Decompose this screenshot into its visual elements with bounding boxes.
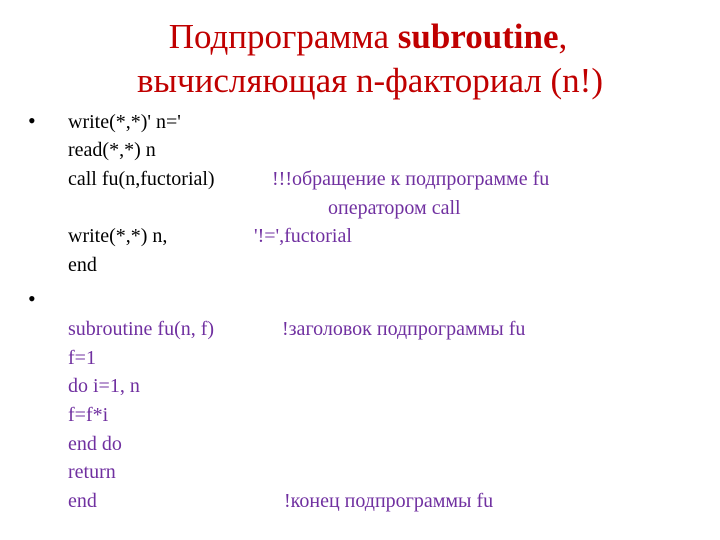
bullet-marker-1: • — [28, 108, 36, 133]
title-keyword: subroutine — [397, 17, 559, 56]
comment-call: !!!обращение к подпрограмме fu — [272, 168, 550, 190]
code-line-end-program: end — [68, 254, 97, 276]
bullet-marker-2: • — [28, 286, 36, 311]
code-line-subroutine: subroutine fu(n, f) — [68, 318, 215, 340]
title-line-1 — [8, 14, 720, 60]
code-line-end-do: end do — [68, 433, 122, 455]
code-line-call: call fu(n,fuctorial) — [68, 168, 215, 190]
title-prefix: Подпрограмма — [168, 17, 398, 56]
code-line-write-result: write(*,*) n, — [68, 225, 168, 247]
comment-call-continued: оператором call — [328, 197, 461, 219]
code-line-read: read(*,*) n — [68, 139, 156, 161]
title-line-2: вычисляющая n-факториал (n!) — [137, 61, 603, 100]
code-line-do: do i=1, n — [68, 375, 140, 397]
code-line-write: write(*,*)' n=' — [68, 111, 181, 133]
comment-end: !конец подпрограммы fu — [284, 490, 494, 512]
code-line-init: f=1 — [68, 347, 96, 369]
code-line-multiply: f=f*i — [68, 404, 109, 426]
code-line-end-subroutine: end — [68, 490, 97, 512]
code-line-return: return — [68, 461, 116, 483]
code-line-write-result-rest: '!=',fuctorial — [254, 225, 352, 247]
comment-header: !заголовок подпрограммы fu — [282, 318, 526, 340]
title-comma: , — [558, 17, 568, 56]
